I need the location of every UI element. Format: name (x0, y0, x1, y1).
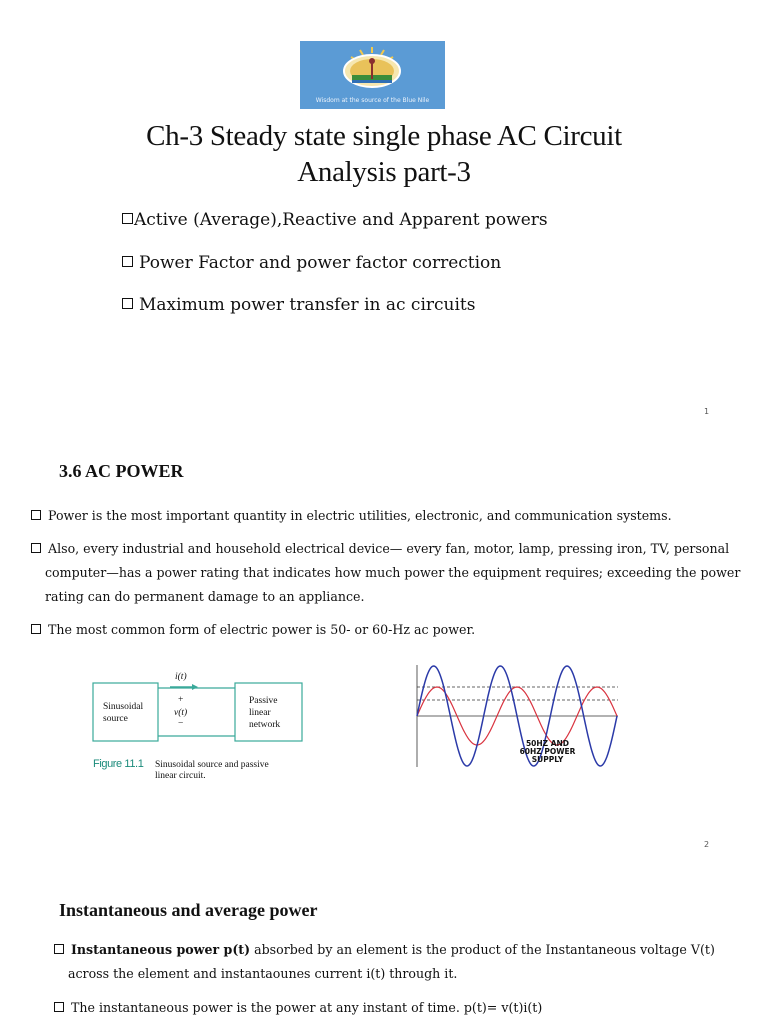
checkbox-bullet-icon (54, 1002, 64, 1012)
section-heading: 3.6 AC POWER (59, 461, 184, 481)
network-label-1: Passive (249, 696, 278, 706)
current-label: i(t) (175, 672, 187, 682)
checkbox-bullet-icon (122, 213, 133, 224)
list-item (122, 295, 475, 315)
figure-caption-2: linear circuit. (155, 771, 206, 781)
bullet-text: absorbed by an element is the product of the Instantaneous voltage V(t) (250, 942, 715, 957)
figure-caption-1: Sinusoidal source and passive (155, 760, 269, 770)
source-label-1: Sinusoidal (103, 702, 144, 712)
checkbox-bullet-icon (122, 256, 133, 267)
network-label-2: linear (249, 708, 271, 718)
list-item (31, 504, 751, 528)
logo-caption: Wisdom at the source of the Blue Nile (315, 97, 430, 104)
title-line-2: Analysis part-3 (297, 156, 471, 188)
list-item (31, 618, 751, 642)
waveform-label-line: 50HZ AND (525, 739, 570, 748)
bullet-continuation: across the element and instantaounes current i(t) through it. (68, 966, 458, 981)
plus-sign: + (178, 695, 184, 705)
source-label-2: source (103, 714, 128, 724)
section-heading: Instantaneous and average power (59, 900, 318, 920)
bullet-text: Power is the most important quantity in electric utilities, electronic, and communication systems. (48, 508, 672, 523)
checkbox-bullet-icon (54, 944, 64, 954)
bullet-text: The instantaneous power is the power at any instant of time. p(t)= v(t)i(t) (71, 1000, 543, 1015)
list-item (122, 253, 501, 273)
title-line-1: Ch-3 Steady state single phase AC Circuit (146, 120, 622, 152)
network-label-3: network (249, 720, 281, 730)
page-number: 2 (704, 840, 710, 849)
checkbox-bullet-icon (31, 543, 41, 553)
bullet-continuation: computer—has a power rating that indicates how much power the equipment requires; exceeding the power (45, 565, 741, 580)
bullet-continuation: rating can do permanent damage to an appliance. (45, 589, 365, 604)
voltage-label: v(t) (174, 708, 188, 718)
circuit-figure (90, 668, 310, 788)
checkbox-bullet-icon (31, 510, 41, 520)
bold-term: Instantaneous power p(t) (71, 942, 251, 957)
list-item (54, 938, 754, 962)
bullet-text: Also, every industrial and household electrical device— every fan, motor, lamp, pressing iron, TV, personal (48, 541, 730, 556)
minus-sign: − (178, 719, 184, 729)
waveform-figure (405, 663, 620, 771)
bullet-text: The most common form of electric power is 50- or 60-Hz ac power. (48, 622, 476, 637)
waveform-label-line: 60HZ POWER (519, 747, 576, 756)
waveform-label (510, 740, 585, 764)
checkbox-bullet-icon (31, 624, 41, 634)
checkbox-bullet-icon (122, 298, 133, 309)
bullet-text: Maximum power transfer in ac circuits (139, 295, 476, 315)
waveform-label-line: SUPPLY (531, 755, 564, 764)
page-number: 1 (704, 407, 710, 416)
figure-number: Figure 11.1 (93, 758, 144, 770)
university-logo (300, 41, 445, 109)
page-title (90, 118, 678, 190)
bullet-text: Active (Average),Reactive and Apparent powers (134, 210, 548, 230)
list-item (122, 210, 548, 230)
list-item (31, 537, 751, 561)
list-item (54, 996, 754, 1020)
bullet-text: Power Factor and power factor correction (139, 253, 502, 273)
